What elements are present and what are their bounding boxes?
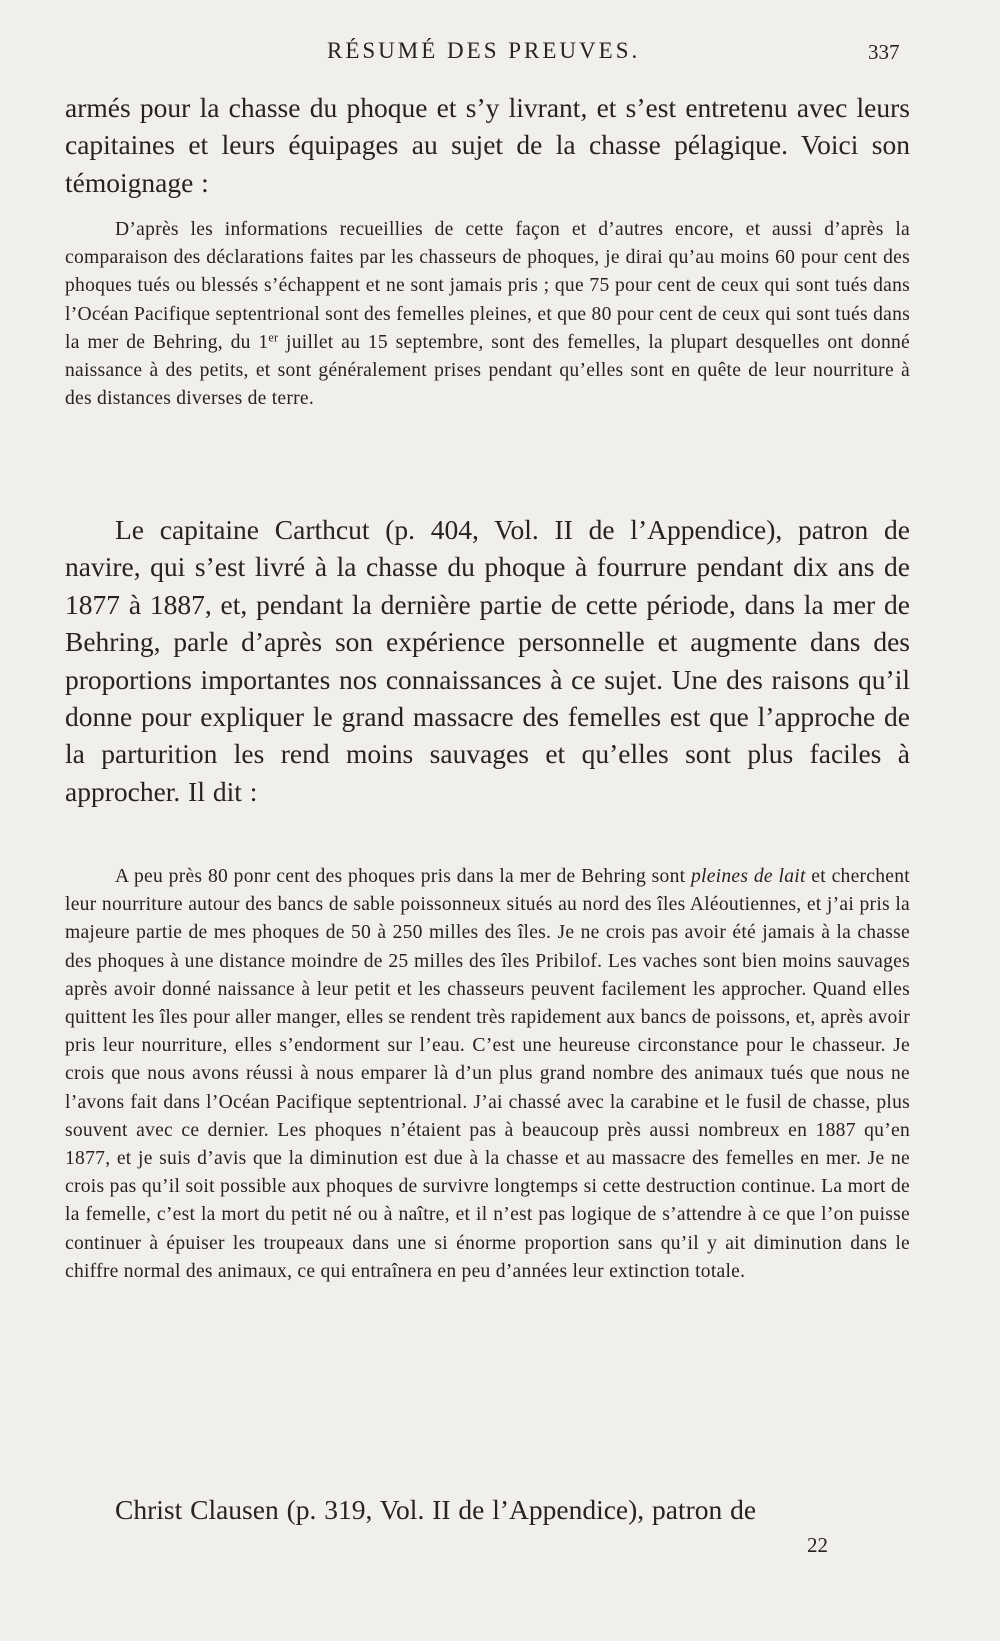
carthcut-paragraph: Le capitaine Carthcut (p. 404, Vol. II de l’Appendice), patron de navire, qui s’est livré à la chasse du phoque à fourrure pendant dix ans de 1877 à 1887, et, pendant la dernière partie de cette période, dans la mer de Behring, parle d’après son expérience personnelle et augmente dans des proportions importantes nos connaissances à ce sujet. Une des raisons qu’il donne pour expliquer le grand massacre des femelles est que l’approche de la parturition les rend moins sauvages et qu’elles sont plus faciles à approcher. Il dit :	[65, 514, 910, 807]
continued-paragraph: armés pour la chasse du phoque et s’y livrant, et s’est entretenu avec leurs capitaines et leurs équipages au sujet de la chasse pélagique. Voici son témoignage :	[65, 92, 910, 198]
quote-two-text: et cherchent leur nourriture autour des bancs de sable poissonneux situés au nord des îles Aléoutiennes, et j’ai pris la majeure partie de mes phoques de 50 à 250 milles des îles. Je ne crois pas avoir été jamais à la chasse des phoques à une distance moindre de 25 milles des îles Pribilof. Les vaches sont bien moins sauvages après avoir donné naissance à leur petit et les chasseurs peuvent facilement les approcher. Quand elles quittent les îles pour aller manger, elles se rendent très rapidement aux bancs de poissons, et, après avoir pris leur nourriture, elles s’endorment sur l’eau. C’est une heureuse circonstance pour le chasseur. Je crois que nous avons réussi à nous emparer là d’un plus grand nombre des animaux tués que nous ne l’avons fait dans l’Océan Pacifique septentrional. J’ai chassé avec la carabine et le fusil de chasse, plus souvent avec ce dernier. Les phoques n’étaient pas à beaucoup près aussi nombreux en 1887 qu’en 1877, et je suis d’avis que la diminution est due à la chasse et au massacre des femelles en mer. Je ne crois pas qu’il soit possible aux phoques de survivre longtemps si cette destruction continue. La mort de la femelle, c’est la mort du petit né ou à naître, et il n’est pas logique de s’attendre à ce que l’on puisse continuer à épuiser les troupeaux dans une si énorme proportion sans qu’il y ait diminution dans le chiffre normal des animaux, ce qui entraînera en peu d’années leur extinction totale.	[65, 866, 910, 1282]
testimony-quote-one	[65, 216, 910, 413]
running-title: RÉSUMÉ DES PREUVES.	[327, 38, 641, 63]
testimony-quote-two	[65, 863, 910, 1286]
ordinal-superscript: er	[268, 330, 279, 345]
italic-phrase: pleines de lait	[690, 866, 806, 887]
quote-one-text: D’après les informations recueillies de cette façon et d’autres encore, et aussi d’après la comparaison des déclarations faites par les chasseurs de phoques, je dirai qu’au moins 60 pour cent des phoques tués ou blessés s’échappent et ne sont jamais pris ; que 75 pour cent de ceux qui sont tués dans l’Océan Pacifique septentrional sont des femelles pleines, et que 80 pour cent de ceux qui sont tués dans la mer de Behring, du 1	[65, 219, 910, 353]
printer-signature-mark: 22	[807, 1533, 828, 1557]
page-number: 337	[868, 40, 900, 64]
running-head	[0, 38, 1000, 68]
clausen-paragraph: Christ Clausen (p. 319, Vol. II de l’Appendice), patron de	[115, 1494, 757, 1525]
quote-two-opening: A peu près 80 ponr cent des phoques pris dans la mer de Behring sont	[115, 866, 691, 887]
quote-one-continuation: juillet au 15 septembre, sont des femelles, la plupart desquelles ont donné naissance à des petits, et sont généralement prises pendant qu’elles sont en quête de leur nourriture à des distances diverses de terre.	[65, 331, 910, 410]
